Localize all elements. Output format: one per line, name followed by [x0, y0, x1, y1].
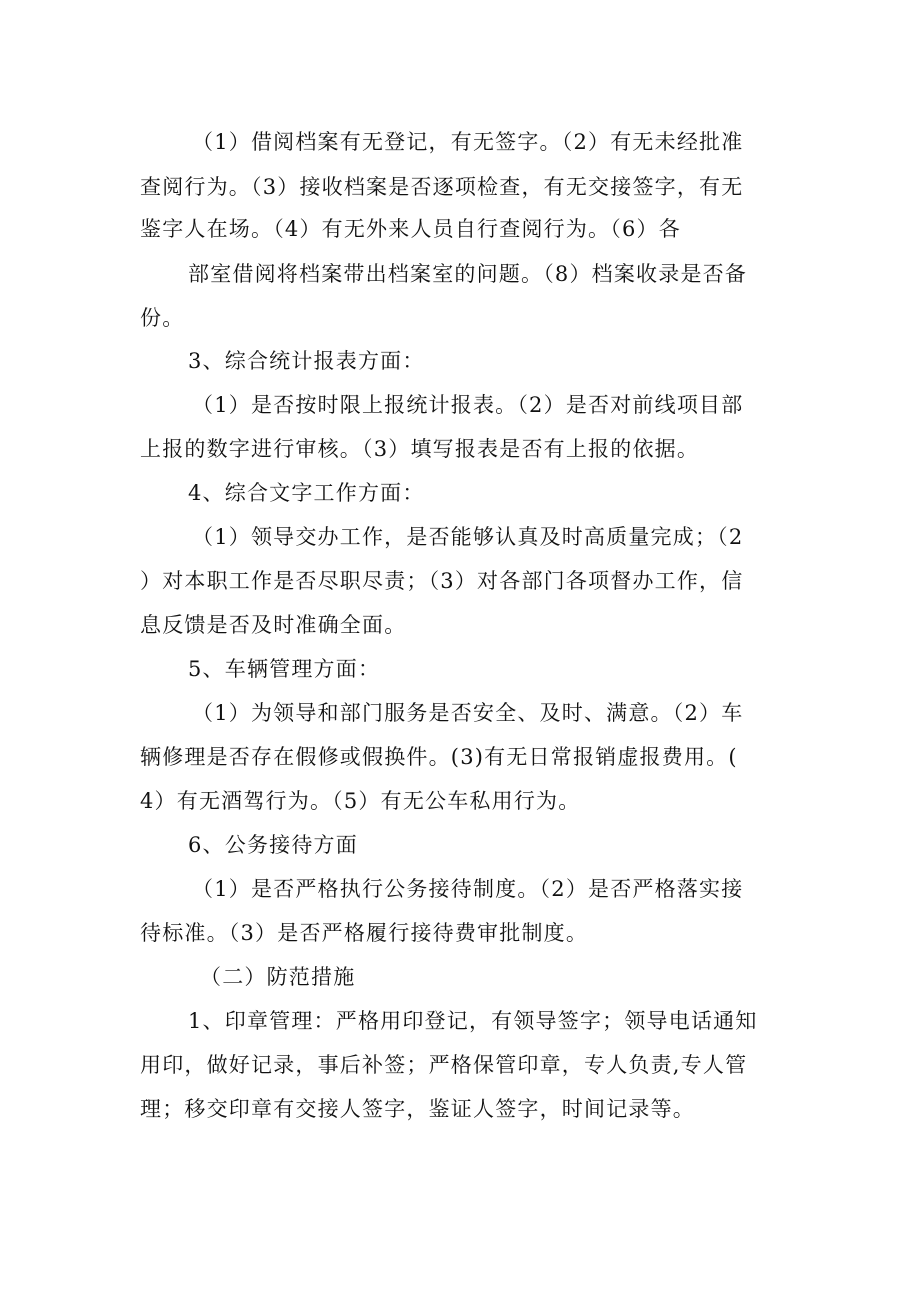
paragraph-line: 1、印章管理：严格用印登记，有领导签字；领导电话通知 — [188, 1009, 758, 1033]
paragraph-line: 4）有无酒驾行为。（5）有无公车私用行为。 — [140, 789, 581, 813]
paragraph-line: （1）领导交办工作，是否能够认真及时高质量完成；（2 — [192, 525, 744, 549]
paragraph-line: 理；移交印章有交接人签字，鉴证人签字，时间记录等。 — [140, 1097, 695, 1121]
paragraph-line: 部室借阅将档案带出档案室的问题。（8）档案收录是否备 — [188, 262, 748, 286]
paragraph-line: （1）是否严格执行公务接待制度。（2）是否严格落实接 — [192, 877, 744, 901]
paragraph-line: （1）借阅档案有无登记，有无签字。（2）有无未经批准 — [192, 130, 744, 154]
paragraph-line: 息反馈是否及时准确全面。 — [140, 613, 407, 637]
paragraph-line: 鉴字人在场。（4）有无外来人员自行查阅行为。（6）各 — [140, 217, 681, 241]
section-heading: 6、公务接待方面 — [188, 833, 358, 857]
section-heading: 3、综合统计报表方面： — [188, 349, 425, 373]
paragraph-line: 用印，做好记录，事后补签；严格保管印章，专人负责,专人管 — [140, 1053, 748, 1077]
paragraph-line: （1）是否按时限上报统计报表。（2）是否对前线项目部 — [192, 393, 744, 417]
section-heading: 5、车辆管理方面： — [188, 657, 381, 681]
paragraph-line: 上报的数字进行审核。（3）填写报表是否有上报的依据。 — [140, 437, 700, 461]
paragraph-line: （1）为领导和部门服务是否安全、及时、满意。（2）车 — [192, 701, 744, 725]
paragraph-line: ）对本职工作是否尽职尽责；（3）对各部门各项督办工作，信 — [140, 569, 744, 593]
paragraph-line: 待标准。（3）是否严格履行接待费审批制度。 — [140, 921, 589, 945]
paragraph-line: 查阅行为。（3）接收档案是否逐项检查，有无交接签字，有无 — [140, 175, 744, 199]
section-heading: 4、综合文字工作方面： — [188, 481, 425, 505]
paragraph-line: 份。 — [140, 306, 185, 330]
paragraph-line: 辆修理是否存在假修或假换件。(3)有无日常报销虚报费用。( — [140, 745, 738, 769]
section-heading: （二）防范措施 — [200, 965, 356, 989]
